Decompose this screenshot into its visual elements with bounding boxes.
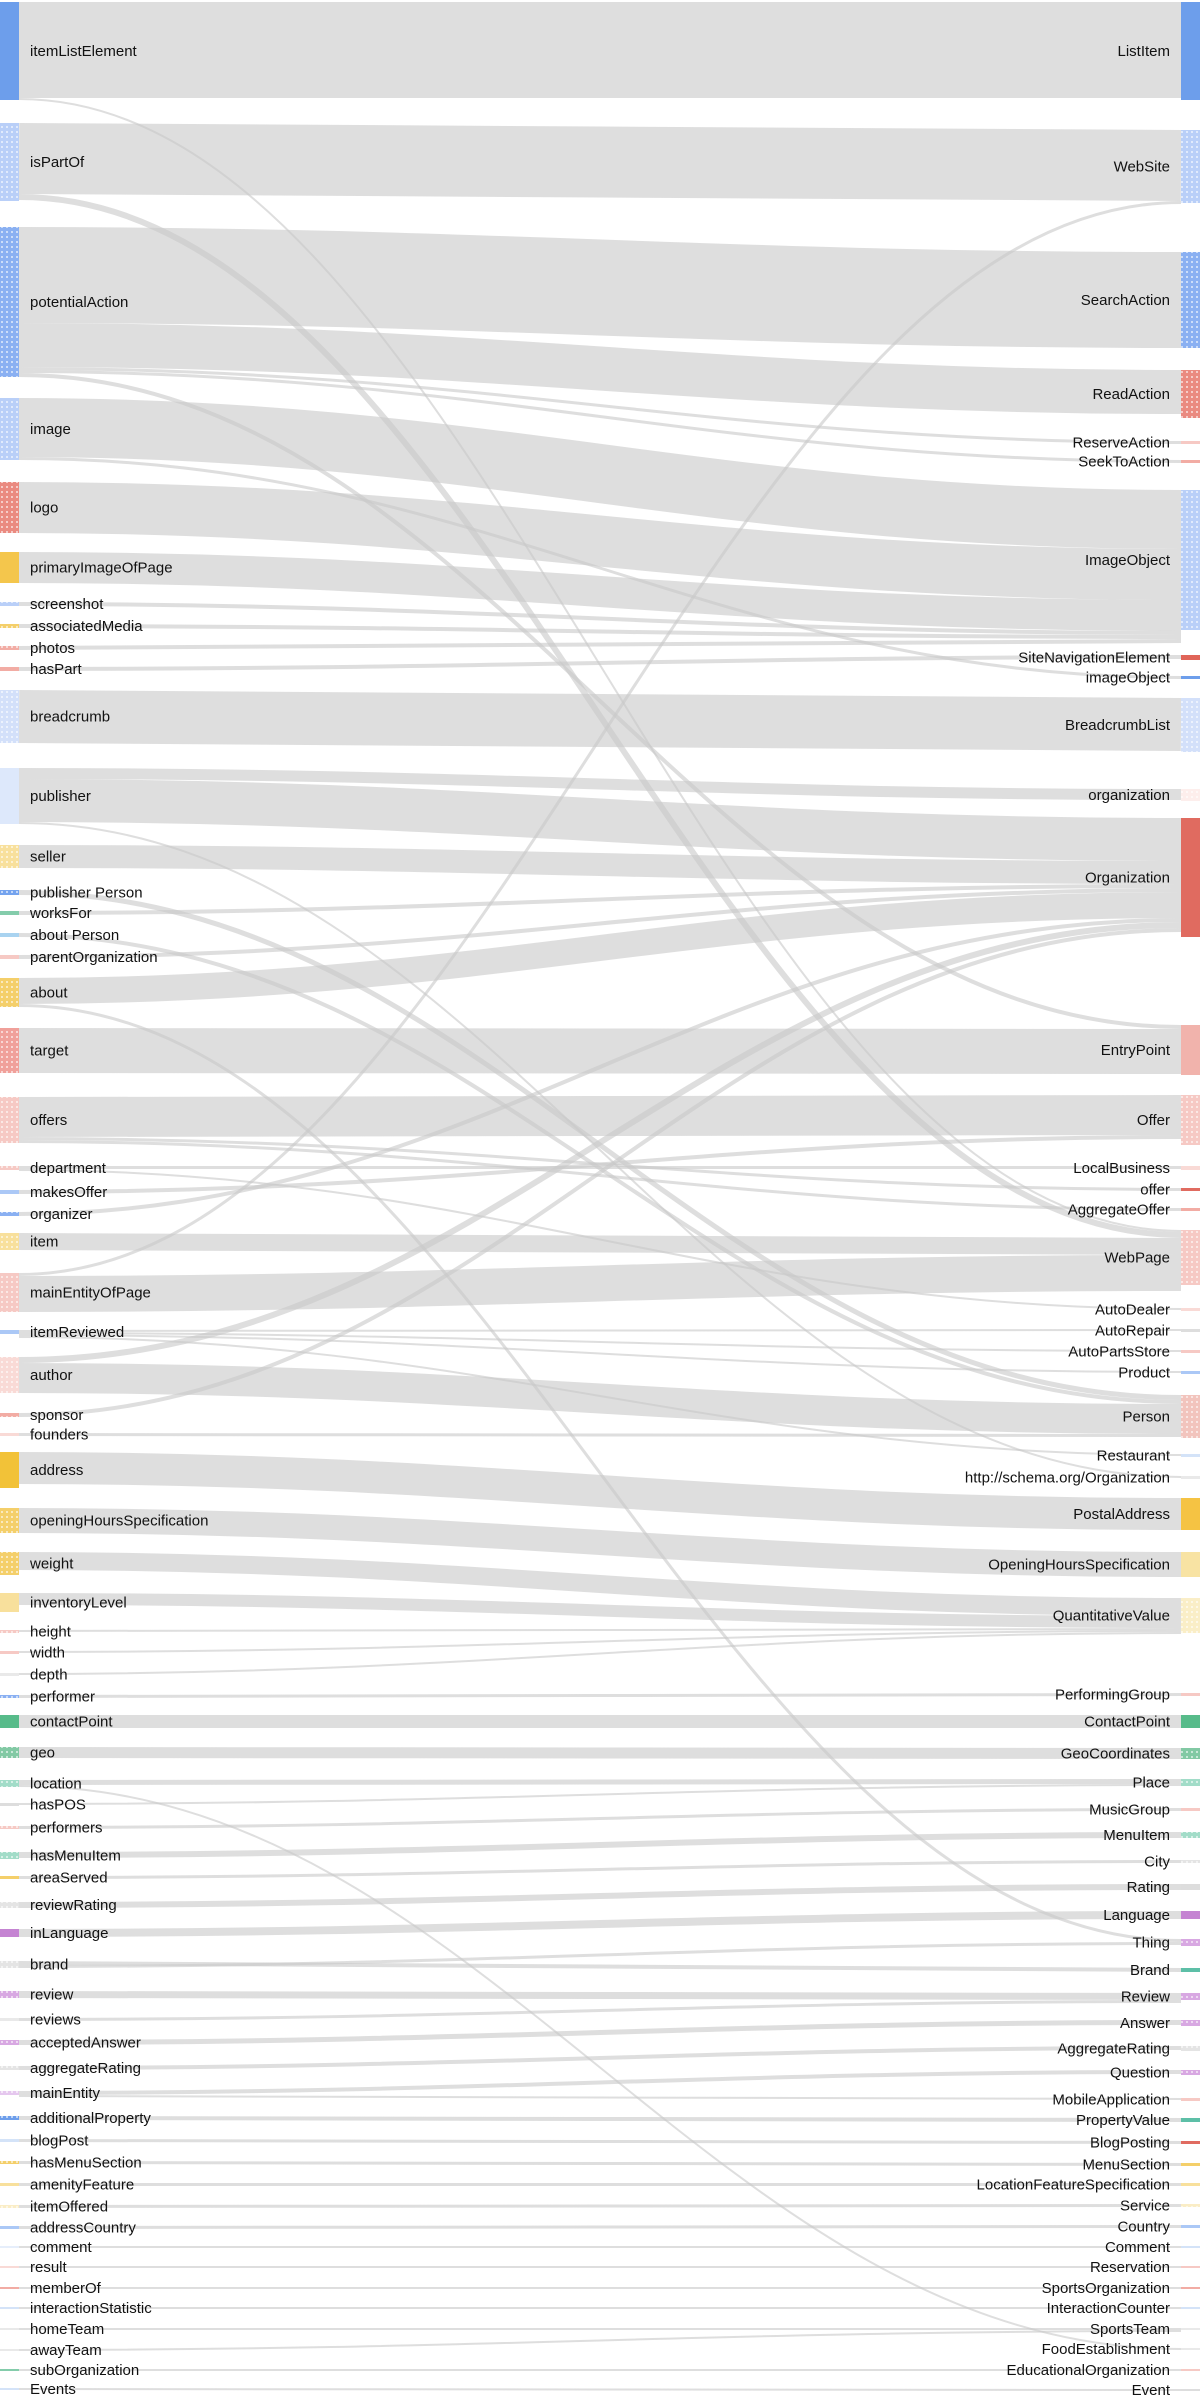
sankey-node[interactable] [0,1452,19,1488]
node-label: LocalBusiness [1073,1160,1170,1177]
sankey-link[interactable] [19,1782,1181,1783]
node-label: address [30,1462,84,1479]
node-label: screenshot [30,596,104,613]
sankey-link[interactable] [19,2002,1181,2020]
sankey-link[interactable] [19,2023,1181,2043]
node-label: item [30,1233,59,1251]
sankey-node[interactable] [0,1593,19,1612]
node-dots-texture [0,398,19,460]
node-label: MusicGroup [1089,1801,1170,1819]
sankey-node[interactable] [0,1330,19,1334]
sankey-node[interactable] [1181,1350,1200,1353]
node-label: itemOffered [30,2198,109,2216]
node-label: Person [1122,1408,1170,1426]
node-dots-texture [1181,1939,1200,1946]
node-label: BlogPosting [1089,2134,1170,2152]
sankey-node[interactable] [1181,1498,1200,1530]
sankey-node[interactable] [1181,1025,1200,1075]
node-dots-texture [1181,1395,1200,1438]
sankey-node[interactable] [1181,441,1200,444]
sankey-link[interactable] [19,2096,1181,2099]
node-label: FoodEstablishment [1041,2341,1170,2358]
node-label: reviewRating [30,1897,117,1914]
sankey-link[interactable] [19,1330,1181,1331]
node-label: itemReviewed [30,1324,125,1341]
sankey-node[interactable] [0,1190,19,1194]
node-label: inLanguage [30,1925,109,1942]
node-label: memberOf [30,2280,101,2297]
sankey-node[interactable] [1181,1911,1200,1919]
sankey-node[interactable] [0,768,19,824]
sankey-node[interactable] [1181,2369,1200,2371]
node-dots-texture [0,1097,19,1143]
node-label: width [30,1644,66,1662]
sankey-node[interactable] [1181,2118,1200,2122]
sankey-link[interactable] [19,2141,1181,2143]
node-label: associatedMedia [30,618,143,635]
sankey-node[interactable] [1181,1884,1200,1890]
node-dots-texture [0,2066,19,2070]
node-label: Rating [1126,1879,1170,1896]
node-label: inventoryLevel [30,1594,127,1612]
node-label: MenuSection [1082,2156,1170,2174]
node-label: mainEntity [30,2085,101,2102]
sankey-node[interactable] [0,933,19,937]
sankey-node[interactable] [0,2226,19,2229]
node-label: SeekToAction [1078,453,1170,471]
node-dots-texture [0,2040,19,2045]
node-label: geo [30,1744,56,1762]
node-label: organization [1088,787,1170,804]
node-label: EducationalOrganization [1006,2362,1170,2379]
sankey-node[interactable] [0,2266,19,2268]
sankey-link[interactable] [19,1862,1181,1878]
node-label: breadcrumb [30,708,111,726]
node-dots-texture [1181,1993,1200,2000]
sankey-node[interactable] [0,2388,19,2390]
node-dots-texture [0,2161,19,2164]
links-layer [19,50,1181,2390]
sankey-node[interactable] [1181,2098,1200,2101]
sankey-link[interactable] [19,2163,1181,2165]
sankey-link[interactable] [19,1995,1181,1997]
sankey-link[interactable] [19,2389,1181,2390]
node-dots-texture [0,1695,19,1698]
node-label: Question [1109,2064,1170,2082]
node-label: weight [30,1555,74,1573]
sankey-node[interactable] [1181,2287,1200,2289]
sankey-node[interactable] [0,1651,19,1654]
sankey-node[interactable] [0,2369,19,2371]
sankey-node[interactable] [1181,1188,1200,1191]
sankey-node[interactable] [0,667,19,671]
node-dots-texture [0,1780,19,1787]
node-label: Events [30,2381,76,2398]
node-dots-texture [1181,370,1200,418]
node-label: image [30,421,71,438]
node-label: ReadAction [1092,386,1170,403]
node-label: about Person [30,927,120,944]
node-label: performers [30,1819,103,1837]
sankey-node[interactable] [1181,2225,1200,2228]
node-label: PerformingGroup [1054,1686,1170,1704]
node-dots-texture [1181,1860,1200,1863]
node-label: makesOffer [30,1184,108,1201]
sankey-node[interactable] [1181,1329,1200,1332]
node-dots-texture [0,123,19,201]
sankey-link[interactable] [19,1753,1181,1754]
node-label: contactPoint [30,1713,113,1731]
node-dots-texture [0,845,19,868]
sankey-node[interactable] [1181,2266,1200,2268]
node-dots-texture [0,1961,19,1968]
sankey-node[interactable] [1181,460,1200,463]
node-dots-texture [1181,1832,1200,1838]
sankey-node[interactable] [1181,2141,1200,2144]
node-label: founders [30,1426,89,1444]
sankey-link[interactable] [19,1115,1181,1117]
node-label: EntryPoint [1100,1042,1170,1059]
sankey-link[interactable] [19,2206,1181,2207]
node-dots-texture [1181,789,1200,801]
node-dots-texture [1181,2163,1200,2166]
node-label: Restaurant [1096,1447,1170,1465]
node-label: MenuItem [1103,1827,1170,1844]
node-label: itemListElement [30,43,137,60]
node-dots-texture [1181,1748,1200,1759]
labels-layer [29,43,208,2398]
sankey-link[interactable] [19,1242,1181,1247]
node-label: Language [1103,1907,1170,1924]
sankey-link[interactable] [19,275,1181,300]
node-label: subOrganization [30,2362,140,2379]
node-dots-texture [1181,2204,1200,2207]
sankey-node[interactable] [1181,1968,1200,1972]
sankey-node[interactable] [1181,2,1200,100]
node-dots-texture [0,1028,19,1073]
node-label: publisher Person [30,884,143,902]
sankey-link[interactable] [19,1695,1181,1697]
node-label: worksFor [30,905,92,922]
node-label: openingHoursSpecification [30,1512,209,1530]
nodes-layer [1181,2,1200,2391]
sankey-link[interactable] [19,345,1181,392]
node-label: interactionStatistic [30,2300,152,2317]
node-label: reviews [30,2011,81,2029]
node-label: PropertyValue [1076,2112,1170,2129]
node-label: hasMenuItem [30,1847,121,1865]
node-label: http://schema.org/Organization [964,1469,1170,1487]
sankey-link[interactable] [19,2118,1181,2120]
node-dots-texture [0,1630,19,1633]
sankey-node[interactable] [1181,1808,1200,1811]
sankey-node[interactable] [1181,1166,1200,1170]
node-label: Organization [1084,869,1170,887]
node-label: City [1144,1853,1170,1871]
sankey-node[interactable] [0,552,19,583]
node-dots-texture [0,1212,19,1216]
node-label: AggregateOffer [1067,1201,1170,1219]
node-dots-texture [1181,252,1200,348]
node-dots-texture [1181,2020,1200,2026]
node-label: ImageObject [1084,552,1170,569]
node-dots-texture [1181,698,1200,752]
node-dots-texture [0,978,19,1007]
node-dots-texture [0,1413,19,1417]
node-label: Comment [1104,2239,1170,2256]
node-label: organizer [30,1206,93,1223]
node-label: hasPOS [30,1796,86,1814]
node-label: homeTeam [30,2321,105,2338]
sankey-node[interactable] [1181,676,1200,679]
node-label: offers [30,1112,68,1129]
node-dots-texture [0,1233,19,1250]
sankey-node[interactable] [0,1876,19,1879]
sankey-link[interactable] [19,1378,1181,1419]
sankey-link[interactable] [19,2227,1181,2228]
sankey-link[interactable] [19,1435,1181,1436]
node-label: isPartOf [30,154,85,171]
node-dots-texture [0,2116,19,2120]
node-label: Country [1117,2218,1170,2236]
sankey-link[interactable] [19,1810,1181,1828]
node-label: WebPage [1104,1249,1170,1267]
node-label: AutoRepair [1094,1322,1170,1340]
node-dots-texture [0,690,19,743]
node-dots-texture [0,2183,19,2186]
node-label: Review [1120,1988,1170,2006]
node-label: Thing [1132,1934,1170,1952]
node-label: PostalAddress [1073,1506,1170,1523]
node-dots-texture [1181,2046,1200,2051]
node-label: Reservation [1089,2259,1170,2276]
node-label: SearchAction [1080,292,1170,309]
nodes-layer [0,2,19,2390]
node-dots-texture [0,1852,19,1859]
node-dots-texture [0,1991,19,1998]
sankey-node[interactable] [0,2139,19,2142]
node-label: photos [30,640,76,657]
sankey-link[interactable] [19,1273,1181,1294]
node-dots-texture [1181,490,1200,630]
sankey-link[interactable] [19,1835,1181,1855]
node-label: publisher [30,788,91,805]
node-label: review [30,1986,74,2004]
sankey-node[interactable] [0,1715,19,1728]
node-label: OpeningHoursSpecification [988,1556,1170,1574]
node-dots-texture [0,890,19,895]
node-label: Event [1131,2382,1170,2399]
node-dots-texture [0,1273,19,1312]
node-dots-texture [1181,1095,1200,1145]
node-label: height [30,1623,71,1641]
sankey-node[interactable] [1181,1552,1200,1577]
node-label: SportsOrganization [1041,2280,1170,2297]
node-label: logo [30,499,59,517]
sankey-node[interactable] [0,2349,19,2351]
node-dots-texture [0,2205,19,2208]
sankey-node[interactable] [1181,655,1200,660]
node-dots-texture [0,1747,19,1758]
node-dots-texture [0,227,19,377]
node-dots-texture [1181,2070,1200,2075]
node-label: mainEntityOfPage [30,1284,151,1302]
node-label: acceptedAnswer [30,2034,141,2052]
node-label: department [30,1160,106,1177]
sankey-node[interactable] [0,1673,19,1676]
node-label: seller [30,848,66,866]
sankey-node[interactable] [1181,1476,1200,1479]
sankey-node[interactable] [1181,1308,1200,1311]
node-label: primaryImageOfPage [30,559,173,577]
sankey-node[interactable] [0,2,19,100]
node-label: additionalProperty [30,2110,151,2127]
sankey-node[interactable] [0,2307,19,2309]
node-dots-texture [1181,130,1200,203]
sankey-node[interactable] [0,1929,19,1937]
sankey-link[interactable] [19,1915,1181,1933]
node-label: hasMenuSection [30,2154,142,2172]
node-label: Product [1118,1364,1170,1382]
node-label: imageObject [1085,669,1170,687]
sankey-node[interactable] [1181,2307,1200,2309]
sankey-node[interactable] [1181,1371,1200,1374]
node-label: amenityFeature [30,2176,135,2194]
sankey-node[interactable] [1181,2348,1200,2350]
node-dots-texture [0,1552,19,1575]
sankey-link[interactable] [19,2048,1181,2068]
sankey-link[interactable] [19,1785,1181,1804]
sankey-node[interactable] [0,2246,19,2248]
node-dots-texture [1181,1598,1200,1633]
node-label: SiteNavigationElement [1018,649,1170,667]
sankey-node[interactable] [0,1433,19,1436]
sankey-node[interactable] [0,955,19,959]
node-label: ContactPoint [1084,1713,1170,1731]
sankey-link[interactable] [19,2331,1181,2350]
sankey-link[interactable] [19,2072,1181,2093]
node-dots-texture [0,2091,19,2095]
sankey-link[interactable] [19,717,1181,725]
sankey-link[interactable] [19,1051,1181,1052]
node-dots-texture [0,1508,19,1533]
node-label: author [30,1367,73,1384]
sankey-node[interactable] [1181,1208,1200,1211]
node-dots-texture [1181,1230,1200,1285]
node-label: WebSite [1113,158,1170,176]
node-label: blogPost [30,2132,89,2150]
node-dots-texture [0,602,19,606]
node-label: performer [30,1688,96,1706]
node-dots-texture [0,1166,19,1170]
sankey-node[interactable] [0,911,19,915]
node-dots-texture [0,1357,19,1393]
node-label: depth [30,1666,68,1684]
node-label: ReserveAction [1072,434,1170,452]
sankey-node[interactable] [1181,2183,1200,2186]
node-label: QuantitativeValue [1052,1607,1170,1625]
node-label: GeoCoordinates [1060,1745,1170,1763]
node-label: areaServed [30,1869,108,1887]
sankey-link[interactable] [19,801,1181,840]
node-label: aggregateRating [30,2060,141,2077]
node-label: target [30,1042,69,1060]
node-label: offer [1140,1181,1170,1199]
node-label: awayTeam [30,2342,102,2359]
node-dots-texture [0,646,19,650]
node-dots-texture [0,624,19,628]
sankey-node[interactable] [0,1803,19,1806]
sankey-link[interactable] [19,641,1181,648]
node-label: sponsor [30,1407,84,1424]
sankey-node[interactable] [0,2328,19,2330]
sankey-link[interactable] [19,1633,1181,1674]
node-label: LocationFeatureSpecification [976,2176,1170,2194]
node-label: ListItem [1117,43,1170,60]
node-label: hasPart [30,661,82,678]
node-label: InteractionCounter [1046,2300,1170,2317]
sankey-node[interactable] [1181,1693,1200,1696]
node-label: AggregateRating [1057,2040,1170,2058]
sankey-link[interactable] [19,159,1181,166]
sankey-node[interactable] [1181,818,1200,937]
node-dots-texture [0,482,19,533]
node-label: BreadcrumbList [1064,717,1170,734]
node-label: Answer [1119,2015,1170,2032]
node-label: addressCountry [30,2219,136,2237]
node-label: about [30,984,68,1002]
node-label: SportsTeam [1089,2321,1170,2338]
node-dots-texture [0,1826,19,1829]
sankey-node[interactable] [1181,1454,1200,1457]
node-label: comment [30,2239,92,2256]
sankey-node[interactable] [1181,2389,1200,2391]
node-label: Offer [1136,1112,1170,1129]
node-dots-texture [0,1902,19,1908]
node-label: Place [1132,1774,1170,1792]
node-label: result [30,2259,67,2276]
node-label: AutoPartsStore [1068,1343,1170,1361]
sankey-node[interactable] [0,2018,19,2021]
node-label: brand [30,1956,69,1974]
node-label: Brand [1129,1962,1170,1979]
node-label: AutoDealer [1094,1301,1170,1319]
sankey-link[interactable] [19,1629,1181,1631]
node-label: Service [1119,2197,1170,2215]
sankey-node[interactable] [0,2287,19,2289]
node-label: location [30,1775,82,1793]
node-dots-texture [1181,1779,1200,1786]
sankey-node[interactable] [1181,1715,1200,1728]
node-label: MobileApplication [1052,2091,1170,2109]
node-label: parentOrganization [30,949,158,966]
sankey-node[interactable] [1181,2246,1200,2248]
sankey-node[interactable] [1181,2328,1200,2330]
node-label: potentialAction [30,294,129,311]
